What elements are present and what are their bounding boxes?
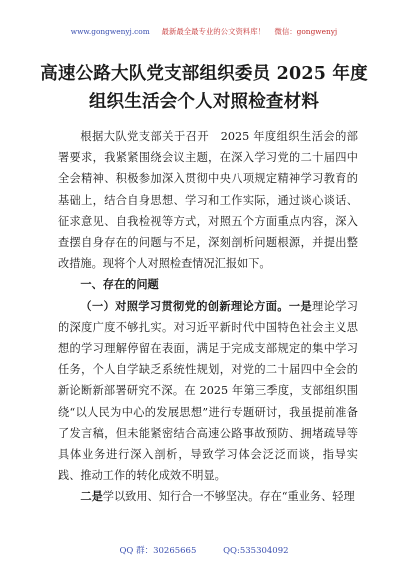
- footer-qq: QQ:535304092: [223, 546, 289, 556]
- point-lead: 一是: [288, 298, 313, 313]
- intro-paragraph: 根据大队党支部关于召开 2025 年度组织生活会的部署要求，我紧紧围绕会议主题，在深入学习党的二十届四中全会精神、积极参加深入贯彻中央八项规定精神学习教育的基础上，结合自身思想、学习和工作实际，通过谈心谈话、征求意见、自我检视等方式，对照五个方面重点内容，深入查摆自身存在的问题与不足，深刻剖析问题根源，并提出整改措施。现将个人对照检查情况汇报如下。: [58, 130, 358, 271]
- header-tagline: 最新最全最专业的公文资料库！: [161, 27, 266, 36]
- page-header: [0, 26, 408, 37]
- point-lead: 二是: [80, 489, 103, 504]
- document-title: [0, 60, 408, 116]
- subsection-heading: （一）对照学习贯彻党的创新理论方面。: [80, 298, 289, 313]
- header-site-link[interactable]: www.gongwenyj.com: [70, 27, 150, 36]
- header-separator: [267, 27, 272, 36]
- header-separator: [152, 27, 159, 36]
- title-line-2: 组织生活会个人对照检查材料: [88, 92, 320, 112]
- header-wechat: 微信：gongwenyj: [274, 27, 338, 36]
- point-text: 理论学习的深度广度不够扎实。对习近平新时代中国特色社会主义思想的学习理解停留在表面，满足于完成支部规定的集中学习任务，个人自学缺乏系统性规划，对党的二十届四中全会的新论断新部署研究不深。在 2025 年第三季度，支部组织围绕“以人民为中心的发展思想”进行专题研讨，我虽提前准备了发言稿，但未能紧密结合高速公路事故预防、拥堵疏导等具体业务进行深入剖析，导致学习体会泛泛而谈，指导实践、推动工作的转化成效不明显。: [58, 299, 358, 483]
- page-footer: [0, 544, 408, 556]
- title-line-1: 高速公路大队党支部组织委员 2025 年度: [40, 64, 368, 84]
- point-text: 学以致用、知行合一不够坚决。存在“重业务、轻理: [102, 490, 355, 504]
- document-body: [58, 126, 358, 508]
- problem-paragraph-2: [58, 486, 358, 507]
- section-heading: 一、存在的问题: [80, 277, 159, 292]
- footer-qq-group: QQ 群：30265665: [119, 546, 197, 556]
- problem-paragraph-1: [58, 296, 358, 487]
